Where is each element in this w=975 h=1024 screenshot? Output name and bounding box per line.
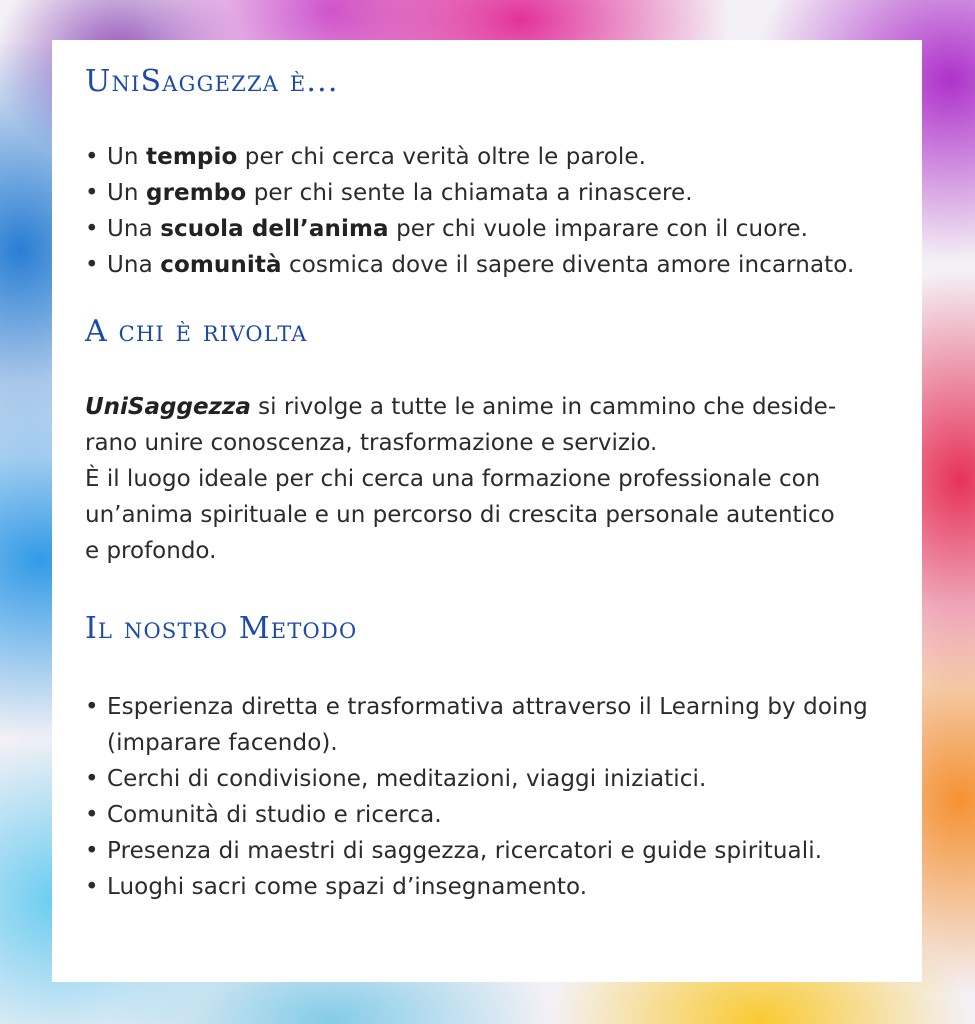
paragraph-line: È il luogo ideale per chi cerca una formazione professionale con: [85, 466, 821, 492]
method-list: [85, 689, 890, 905]
section-title-audience: A chi è rivolta: [85, 314, 308, 349]
bold-term: scuola dell’anima: [160, 216, 389, 242]
bold-term: tempio: [146, 144, 238, 170]
bold-term: comunità: [160, 252, 282, 278]
paragraph-line: un’anima spirituale e un percorso di crescita personale autentico: [85, 502, 835, 528]
content-card: [52, 40, 922, 982]
bold-term: grembo: [146, 180, 247, 206]
list-item: • Luoghi sacri come spazi d’insegnamento.: [85, 869, 890, 905]
paragraph-line: e profondo.: [85, 538, 217, 564]
list-item: • Esperienza diretta e trasformativa attraverso il Learning by doing (imparare facendo).: [85, 689, 890, 761]
list-item: • Una comunità cosmica dove il sapere diventa amore incarnato.: [85, 247, 890, 283]
brand-name: UniSaggezza: [85, 394, 251, 420]
list-item: • Un tempio per chi cerca verità oltre le parole.: [85, 139, 890, 175]
list-item: • Una scuola dell’anima per chi vuole imparare con il cuore.: [85, 211, 890, 247]
list-item: • Un grembo per chi sente la chiamata a rinascere.: [85, 175, 890, 211]
list-item: • Presenza di maestri di saggezza, ricercatori e guide spirituali.: [85, 833, 890, 869]
audience-paragraph: [85, 389, 890, 569]
definition-list: [85, 139, 890, 283]
section-title-unisaggezza: UniSaggezza è...: [85, 64, 339, 99]
list-item: • Comunità di studio e ricerca.: [85, 797, 890, 833]
paragraph-line: rano unire conoscenza, trasformazione e servizio.: [85, 430, 658, 456]
list-item: • Cerchi di condivisione, meditazioni, viaggi iniziatici.: [85, 761, 890, 797]
section-title-method: Il nostro Metodo: [85, 611, 358, 646]
paragraph-line: UniSaggezza si rivolge a tutte le anime in cammino che deside-: [85, 394, 837, 420]
